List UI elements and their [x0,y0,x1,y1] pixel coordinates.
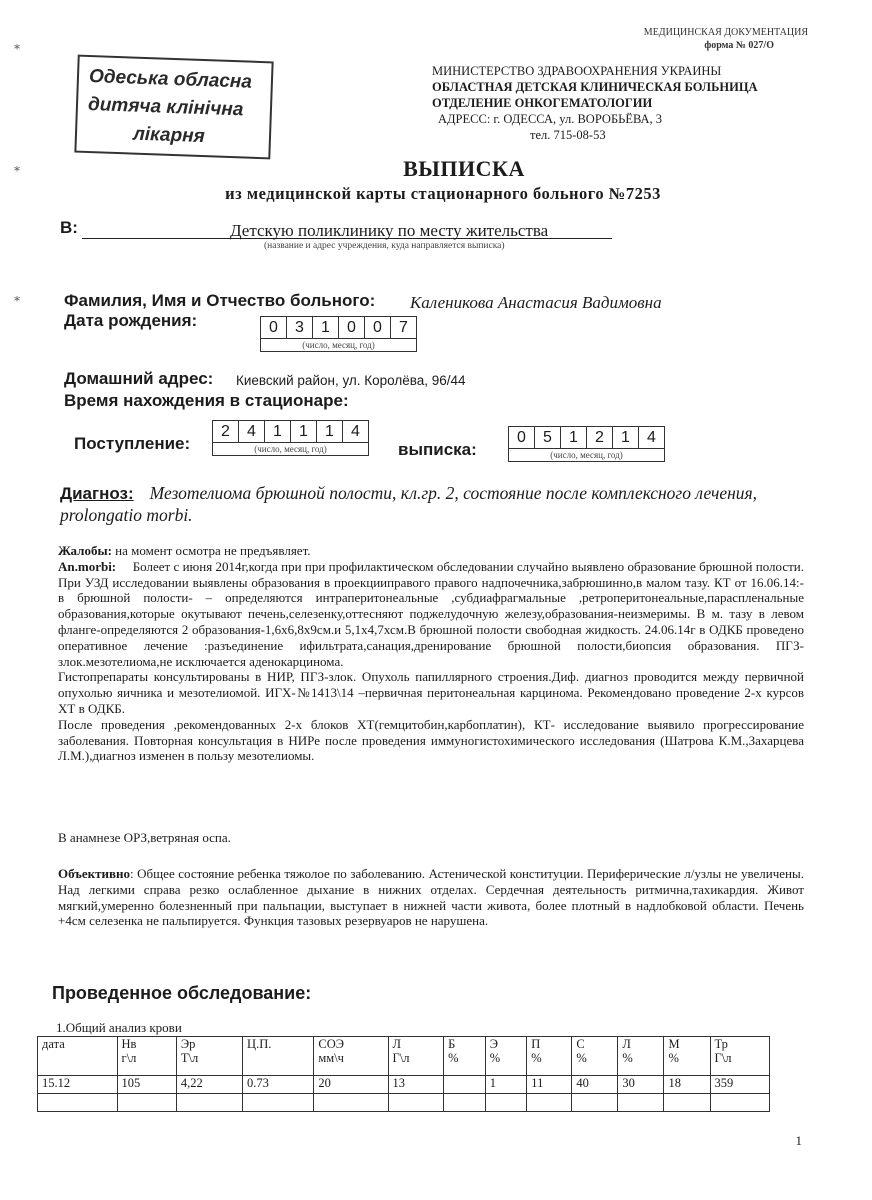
address-label: Домашний адрес: [64,369,214,388]
table-cell [664,1094,710,1112]
table-cell: 1 [485,1076,527,1094]
destination-hint: (название и адрес учреждения, куда направляется выписка) [264,241,505,251]
stamp-line: лікарня [132,123,206,148]
discharge-digit: 4 [639,427,665,449]
dob-digit: 3 [287,317,313,339]
table-cell [444,1076,486,1094]
table-header-cell [243,1037,314,1076]
document-form-header [644,26,808,52]
destination-label: В: [60,218,78,237]
table-cell [527,1094,572,1112]
admission-digit: 2 [213,421,239,443]
anamnesis-paragraph: После проведения ,рекомендованных 2-х блоков ХТ(гемцитобин,карбоплатин), КТ- исследование выявило прогрессирование заболевания. Повторная консультация в НИРе после проведения иммуногистохимического исследования (Шатрова К.М.,Захарцева Л.М.),диагноз изменен в пользу мезотелиомы. [58,716,804,764]
table-cell: 13 [388,1076,444,1094]
anamnesis-label: An.morbi: [58,558,117,574]
table-header-cell [618,1037,664,1076]
header-name: Нв [121,1037,137,1051]
discharge-digit: 1 [613,427,639,449]
discharge-digit: 2 [587,427,613,449]
admission-digit: 1 [317,421,343,443]
diagnosis-label: Диагноз: [60,484,134,503]
document-title [0,156,872,204]
header-name: Л [392,1037,402,1051]
table-header-cell [117,1037,176,1076]
dob-digit: 0 [261,317,287,339]
header-name: Тр [714,1037,728,1051]
discharge-digit: 1 [561,427,587,449]
margin-mark: ⁎ [14,290,20,304]
header-unit: Г\л [714,1051,732,1065]
table-cell: 11 [527,1076,572,1094]
table-cell: 15.12 [38,1076,118,1094]
header-unit: г\л [121,1051,137,1065]
complaints-line [58,543,804,559]
table-cell: 40 [572,1076,618,1094]
discharge-label: выписка: [398,440,477,459]
table-cell [314,1094,388,1112]
discharge-digit: 0 [509,427,535,449]
complaints-label: Жалобы: [58,543,112,558]
header-unit: Г\л [392,1051,410,1065]
admission-digit: 1 [291,421,317,443]
discharge-hint: (число, месяц, год) [509,449,665,462]
header-name: Ц.П. [247,1037,272,1051]
ministry-name: МИНИСТЕРСТВО ЗДРАВООХРАНЕНИЯ УКРАИНЫ [432,64,722,78]
table-header-cell [664,1037,710,1076]
table-row [38,1076,770,1094]
table-header-cell [314,1037,388,1076]
header-name: П [531,1037,541,1051]
header-name: М [668,1037,680,1051]
header-unit: мм\ч [318,1051,344,1065]
destination-value: Детскую поликлинику по месту жительства [230,221,549,240]
table-cell [176,1094,242,1112]
table-cell [388,1094,444,1112]
table-cell: 20 [314,1076,388,1094]
table-cell [485,1094,527,1112]
header-name: СОЭ [318,1037,345,1051]
discharge-digit: 5 [535,427,561,449]
dob-digit: 0 [365,317,391,339]
objective-label: Объективно [58,866,131,881]
hospital-phone: тел. 715-08-53 [530,128,606,142]
title-main: ВЫПИСКА [403,156,525,181]
stamp-line: Одеська обласна [88,66,253,93]
anamnesis-paragraph: Гистопрепараты консультированы в НИР, ПГЗ-злок. Опухоль папиллярного строения.Диф. диагноз проводится между первичной опухолью яичника и мезотелиомой. ИГХ-№1413\14 –первичная перитонеальная карцинома. Рекомендовано проведение 2-х курсов ХТ в ОДКБ. [58,669,804,716]
admission-hint: (число, месяц, год) [213,443,369,456]
diagnosis-text: Мезотелиома брюшной полости, кл.гр. 2, состояние после комплексного лечения, prolongatio morbi. [60,483,758,525]
table-header-cell [527,1037,572,1076]
hospital-address: АДРЕСС: г. ОДЕССА, ул. ВОРОБЬЁВА, 3 [438,112,663,126]
table-cell: 0.73 [243,1076,314,1094]
admission-digit: 1 [265,421,291,443]
stay-label: Время нахождения в стационаре: [64,391,349,410]
header-unit: % [531,1051,542,1065]
patient-name-label: Фамилия, Имя и Отчество больного: [64,291,376,310]
header-unit: % [622,1051,633,1065]
header-unit: % [576,1051,587,1065]
table-cell [710,1094,770,1112]
table-cell [572,1094,618,1112]
header-name: Б [448,1037,456,1051]
header-name: Эр [180,1037,196,1051]
table-header-cell [710,1037,770,1076]
table-cell [117,1094,176,1112]
table-header-row [38,1037,770,1076]
dob-digit: 0 [339,317,365,339]
table-header-cell [388,1037,444,1076]
table-cell [243,1094,314,1112]
hospital-stamp [74,55,273,160]
dob-box [260,316,417,352]
admission-date-box [212,420,369,456]
dob-digit: 7 [391,317,417,339]
address-value: Киевский район, ул. Королёва, 96/44 [236,373,466,388]
admission-label: Поступление: [74,434,191,453]
anamnesis-text: Болеет с июня 2014г,когда при при профилактическом обследовании случайно выявлено образование брюшной полости. При УЗД исследовании выявлены образования в проекцииправого правого надпочечника,забрюшинно,в малом тазу. КТ от 16.06.14:- в брюшной полости- – определяются интраперитонеальные ,субдиафрагмальные ,ретроперитонеальные,параспленальные образования,которые окутывают печень,селезенку,оттесняют поджелудочную железу,образования-неизмеримы. В м. тазу в левом фланге-определяются 2 образования-1,6х6,8х9см.и 5,1х4,7хсм.В брюшной полости свободная жидкость. 24.06.14г в ОДКБ проведено оперативное лечение :разъединение ифильтрата,санация,дренирование брюшной полости,биопсия образования. ПГЗ-злок.мезотелиома,не исключается аденокарцинома. [58,558,804,669]
anamnesis-paragraph [58,559,804,670]
title-sub: из медицинской карты стационарного больного №7253 [225,184,661,203]
table-header-cell [572,1037,618,1076]
objective-section [58,866,804,929]
anamnesis-section [58,543,804,764]
header-unit: % [448,1051,459,1065]
stamp-line: дитяча клінічна [87,94,244,121]
examination-label: Проведенное обследование: [52,983,312,1003]
table-cell: 18 [664,1076,710,1094]
table-cell: 4,22 [176,1076,242,1094]
objective-text: : Общее состояние ребенка тяжолое по заболеванию. Астенической конституции. Периферические л/узлы не увеличены. Над легкими справа резко ослабленное дыхание в нижних отделах. Сердечная деятельность ритмична,тахикардия. Живот мягкий,умеренно болезненный при пальпации, выступает в нижней части живота, более плотный в надлобковой области. Печень +4см селезенка не пальпируется. Функция тазовых резервуаров не нарушена. [58,866,804,929]
header-name: С [576,1037,585,1051]
dob-label: Дата рождения: [64,311,198,330]
table-header-cell [176,1037,242,1076]
table-cell [444,1094,486,1112]
header-name: Л [622,1037,631,1051]
discharge-date-box [508,426,665,462]
table-cell: 359 [710,1076,770,1094]
margin-mark: ⁎ [14,38,20,52]
table-header-cell [485,1037,527,1076]
table-cell: 105 [117,1076,176,1094]
margin-mark: ⁎ [14,160,20,174]
dob-hint: (число, месяц, год) [261,339,417,352]
complaints-text: на момент осмотра не предъявляет. [115,543,311,558]
form-number: форма № 027/О [704,40,774,51]
header-unit: % [668,1051,679,1065]
header-name: дата [42,1037,65,1051]
table-cell [38,1094,118,1112]
hospital-name: ОБЛАСТНАЯ ДЕТСКАЯ КЛИНИЧЕСКАЯ БОЛЬНИЦА [432,80,758,94]
department-name: ОТДЕЛЕНИЕ ОНКОГЕМАТОЛОГИИ [432,96,653,110]
table-row [38,1094,770,1112]
table-cell [618,1094,664,1112]
header-unit: % [489,1051,501,1065]
patient-name-value: Каленикова Анастасия Вадимовна [410,293,662,312]
header-name: Э [489,1037,498,1051]
table-header-cell [38,1037,118,1076]
admission-digit: 4 [239,421,265,443]
table-cell: 30 [618,1076,664,1094]
blood-test-title: 1.Общий анализ крови [56,1020,182,1035]
diagnosis-block [60,482,790,526]
header-unit: Т\л [180,1051,199,1065]
document-type: МЕДИЦИНСКАЯ ДОКУМЕНТАЦИЯ [643,27,808,38]
table-header-cell [444,1037,486,1076]
page-number: 1 [795,1133,802,1148]
dob-digit: 1 [313,317,339,339]
organization-block [432,63,758,143]
anamnesis-history: В анамнезе ОРЗ,ветряная оспа. [58,830,231,845]
blood-test-table [37,1036,770,1112]
admission-digit: 4 [343,421,369,443]
